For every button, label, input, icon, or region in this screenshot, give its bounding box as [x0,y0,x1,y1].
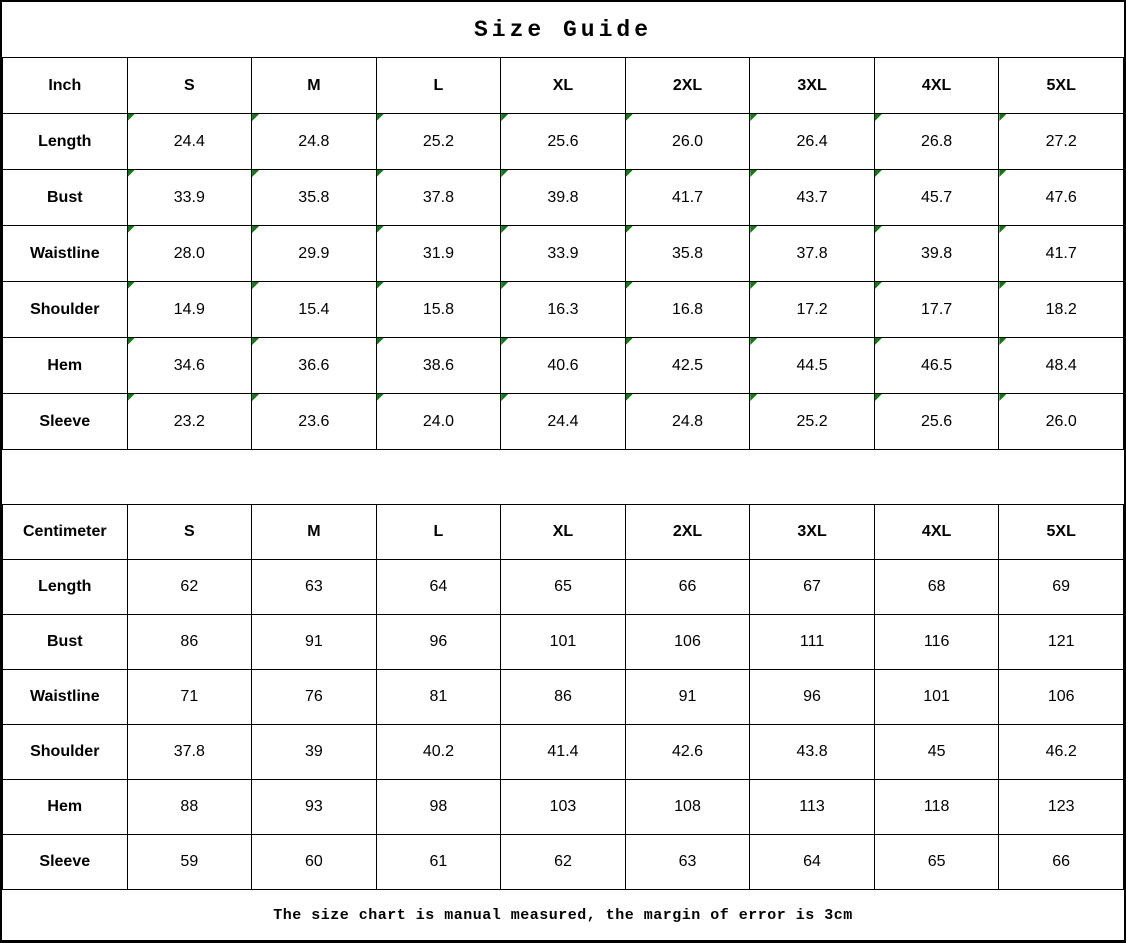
measurement-value-cell [999,282,1124,338]
measurement-value: 60 [304,853,323,870]
measurement-value-cell [874,560,999,615]
measurement-value: 62 [554,853,572,870]
measurement-value: 38.6 [422,356,454,374]
measurement-row [3,670,1124,725]
measurement-value: 24.4 [547,412,579,430]
measurement-value-cell [750,282,875,338]
measurement-value: 16.8 [671,300,704,318]
green-corner-flag-icon [501,282,508,289]
measurement-value-cell [750,725,875,780]
measurement-value: 106 [674,633,701,650]
measurement-value: 26.8 [921,132,953,150]
measurement-value-cell [999,725,1124,780]
measurement-value: 47.6 [1045,188,1077,206]
measurement-value-cell [750,835,875,890]
measurement-value-cell [252,114,377,170]
measurement-value-cell [501,226,626,282]
measurement-value-cell [252,170,377,226]
green-corner-flag-icon [626,226,633,233]
measurement-value-cell [501,780,626,835]
footer-note: The size chart is manual measured, the margin of error is 3cm [273,906,853,924]
measurement-value: 61 [429,853,448,870]
measurement-value: 15.8 [422,300,454,318]
green-corner-flag-icon [252,170,259,177]
size-header-row [3,505,1124,560]
measurement-value-cell [127,615,252,670]
inch-size-table [2,57,1124,450]
measurement-value-cell [999,226,1124,282]
measurement-value: 66 [1052,853,1071,870]
measurement-value: 28.0 [173,244,205,262]
green-corner-flag-icon [999,338,1006,345]
measurement-value: 41.7 [1045,244,1077,262]
size-header-row [3,58,1124,114]
measurement-value: 113 [799,798,825,815]
measurement-row [3,835,1124,890]
measurement-row [3,560,1124,615]
measurement-value-cell [501,338,626,394]
measurement-row [3,226,1124,282]
measurement-value-cell [750,780,875,835]
green-corner-flag-icon [128,282,135,289]
measurement-value-cell [376,560,501,615]
measurement-value-cell [750,170,875,226]
measurement-value: 59 [180,853,199,870]
measurement-value-cell [127,226,252,282]
green-corner-flag-icon [377,338,384,345]
measurement-value: 39.8 [921,244,953,262]
measurement-value-cell [252,226,377,282]
measurement-value: 101 [923,688,950,705]
measurement-value: 24.8 [671,412,704,430]
green-corner-flag-icon [501,114,508,121]
measurement-value: 76 [304,688,323,705]
measurement-value: 121 [1047,633,1075,650]
measurement-value-cell [127,725,252,780]
green-corner-flag-icon [626,170,633,177]
measurement-value: 41.7 [671,188,704,206]
size-header-cell: 2XL [625,505,750,560]
measurement-label: Shoulder [3,282,128,338]
measurement-value: 46.2 [1045,743,1077,760]
measurement-value-cell [252,394,377,450]
size-header-cell: 2XL [625,58,750,114]
size-header-cell: 4XL [874,505,999,560]
measurement-value-cell [999,780,1124,835]
measurement-value-cell [625,170,750,226]
measurement-value: 67 [803,578,821,595]
measurement-value-cell [252,725,377,780]
centimeter-size-table [2,504,1124,890]
measurement-value: 37.8 [173,743,205,760]
measurement-value: 39 [304,743,323,760]
measurement-row [3,170,1124,226]
green-corner-flag-icon [252,282,259,289]
measurement-value: 81 [429,688,448,705]
measurement-value: 25.2 [422,132,454,150]
measurement-label: Shoulder [3,725,128,780]
green-corner-flag-icon [128,226,135,233]
measurement-value-cell [501,725,626,780]
measurement-row [3,114,1124,170]
measurement-value: 27.2 [1045,132,1077,150]
measurement-value-cell [501,114,626,170]
measurement-value-cell [874,615,999,670]
measurement-value: 37.8 [422,188,454,206]
measurement-value: 66 [678,578,697,595]
measurement-value: 17.2 [796,300,828,318]
measurement-value-cell [625,282,750,338]
measurement-value: 43.7 [796,188,828,206]
measurement-value: 24.8 [298,132,330,150]
measurement-value: 86 [554,688,572,705]
measurement-value-cell [127,282,252,338]
measurement-value-cell [625,725,750,780]
measurement-value-cell [127,670,252,725]
measurement-value: 111 [799,633,825,650]
measurement-value-cell [376,114,501,170]
measurement-value: 68 [927,578,946,595]
measurement-value: 91 [304,633,323,650]
measurement-value-cell [874,725,999,780]
unit-header-cell: Inch [3,58,128,114]
measurement-value-cell [625,226,750,282]
measurement-value-cell [376,338,501,394]
measurement-value-cell [999,338,1124,394]
green-corner-flag-icon [626,282,633,289]
measurement-value-cell [501,835,626,890]
measurement-value: 91 [678,688,697,705]
measurement-value-cell [252,835,377,890]
measurement-value-cell [625,780,750,835]
measurement-value: 118 [923,798,950,815]
measurement-value: 25.6 [921,412,953,430]
page-title: Size Guide [473,16,653,43]
green-corner-flag-icon [377,282,384,289]
measurement-value-cell [999,114,1124,170]
green-corner-flag-icon [626,114,633,121]
measurement-label: Bust [3,170,128,226]
measurement-value-cell [127,560,252,615]
measurement-value-cell [999,670,1124,725]
green-corner-flag-icon [999,170,1006,177]
green-corner-flag-icon [626,338,633,345]
measurement-value-cell [999,170,1124,226]
measurement-value: 34.6 [173,356,205,374]
measurement-value: 65 [927,853,946,870]
measurement-value-cell [625,338,750,394]
measurement-value: 96 [429,633,448,650]
measurement-value: 36.6 [298,356,330,374]
measurement-value: 96 [803,688,821,705]
green-corner-flag-icon [377,114,384,121]
size-header-cell: L [376,58,501,114]
size-header-cell: 3XL [750,505,875,560]
measurement-value: 45.7 [921,188,953,206]
measurement-value: 65 [554,578,572,595]
measurement-value-cell [874,282,999,338]
green-corner-flag-icon [252,226,259,233]
measurement-value-cell [874,338,999,394]
measurement-value-cell [127,114,252,170]
green-corner-flag-icon [252,394,259,401]
measurement-value: 31.9 [422,244,454,262]
green-corner-flag-icon [128,114,135,121]
measurement-value-cell [874,114,999,170]
measurement-value-cell [625,560,750,615]
size-header-cell: XL [501,58,626,114]
measurement-value: 33.9 [547,244,579,262]
measurement-value: 14.9 [173,300,205,318]
measurement-label: Hem [3,780,128,835]
table-spacer [2,450,1124,504]
measurement-value: 48.4 [1045,356,1077,374]
measurement-value: 62 [180,578,199,595]
measurement-row [3,394,1124,450]
green-corner-flag-icon [128,170,135,177]
green-corner-flag-icon [252,338,259,345]
green-corner-flag-icon [501,338,508,345]
measurement-value: 40.6 [547,356,579,374]
measurement-value-cell [127,835,252,890]
measurement-value-cell [376,226,501,282]
measurement-value: 42.6 [671,743,704,760]
measurement-label: Length [3,560,128,615]
measurement-value-cell [750,670,875,725]
measurement-row [3,780,1124,835]
measurement-value: 24.4 [173,132,205,150]
measurement-value-cell [376,725,501,780]
green-corner-flag-icon [875,114,882,121]
size-header-cell: 3XL [750,58,875,114]
measurement-value-cell [625,394,750,450]
measurement-value-cell [750,114,875,170]
measurement-value: 33.9 [173,188,205,206]
green-corner-flag-icon [875,170,882,177]
measurement-value: 18.2 [1045,300,1077,318]
measurement-value-cell [376,394,501,450]
measurement-value: 45 [927,743,946,760]
size-header-cell: XL [501,505,626,560]
measurement-value-cell [750,394,875,450]
measurement-label: Sleeve [3,835,128,890]
green-corner-flag-icon [875,338,882,345]
green-corner-flag-icon [252,114,259,121]
measurement-value: 16.3 [547,300,579,318]
measurement-label: Waistline [3,670,128,725]
measurement-value: 63 [678,853,697,870]
measurement-value: 101 [549,633,577,650]
measurement-label: Hem [3,338,128,394]
measurement-row [3,338,1124,394]
measurement-value-cell [252,338,377,394]
measurement-value: 63 [304,578,323,595]
measurement-row [3,282,1124,338]
measurement-value-cell [625,615,750,670]
measurement-value-cell [874,170,999,226]
measurement-value: 42.5 [671,356,704,374]
measurement-value-cell [625,114,750,170]
measurement-value: 26.0 [671,132,704,150]
green-corner-flag-icon [999,114,1006,121]
green-corner-flag-icon [875,282,882,289]
unit-header-cell: Centimeter [3,505,128,560]
measurement-value-cell [501,394,626,450]
measurement-value-cell [999,835,1124,890]
measurement-value-cell [252,615,377,670]
measurement-value-cell [874,394,999,450]
measurement-value: 23.6 [298,412,330,430]
green-corner-flag-icon [750,170,757,177]
measurement-value: 44.5 [796,356,828,374]
measurement-value-cell [501,560,626,615]
measurement-value: 23.2 [173,412,205,430]
green-corner-flag-icon [999,226,1006,233]
measurement-value-cell [625,835,750,890]
measurement-value: 25.6 [547,132,579,150]
green-corner-flag-icon [501,226,508,233]
measurement-value: 106 [1047,688,1075,705]
measurement-value: 29.9 [298,244,330,262]
measurement-value: 35.8 [671,244,704,262]
measurement-value: 25.2 [796,412,828,430]
measurement-value: 86 [180,633,199,650]
measurement-value-cell [999,615,1124,670]
measurement-value: 43.8 [796,743,828,760]
measurement-value: 98 [429,798,448,815]
measurement-value: 37.8 [796,244,828,262]
measurement-value: 39.8 [547,188,579,206]
measurement-value: 15.4 [298,300,330,318]
measurement-value: 103 [549,798,577,815]
measurement-value-cell [127,780,252,835]
measurement-value: 71 [180,688,199,705]
measurement-value-cell [874,670,999,725]
measurement-value-cell [252,560,377,615]
measurement-value-cell [501,670,626,725]
measurement-value-cell [750,615,875,670]
measurement-value-cell [252,670,377,725]
measurement-value: 69 [1052,578,1071,595]
measurement-label: Sleeve [3,394,128,450]
measurement-label: Length [3,114,128,170]
size-header-cell: 5XL [999,58,1124,114]
size-header-cell: 5XL [999,505,1124,560]
size-header-cell: S [127,58,252,114]
measurement-value: 64 [429,578,448,595]
green-corner-flag-icon [875,394,882,401]
measurement-value-cell [127,394,252,450]
size-header-cell: M [252,58,377,114]
green-corner-flag-icon [875,226,882,233]
measurement-value-cell [376,170,501,226]
green-corner-flag-icon [750,114,757,121]
measurement-row [3,615,1124,670]
measurement-label: Waistline [3,226,128,282]
measurement-value-cell [376,615,501,670]
green-corner-flag-icon [999,282,1006,289]
measurement-value-cell [127,170,252,226]
measurement-value-cell [999,394,1124,450]
measurement-value: 88 [180,798,199,815]
green-corner-flag-icon [501,170,508,177]
measurement-value: 40.2 [422,743,454,760]
measurement-value-cell [252,282,377,338]
size-header-cell: L [376,505,501,560]
measurement-value-cell [376,835,501,890]
green-corner-flag-icon [377,394,384,401]
measurement-value: 64 [803,853,821,870]
green-corner-flag-icon [377,170,384,177]
green-corner-flag-icon [626,394,633,401]
measurement-label: Bust [3,615,128,670]
green-corner-flag-icon [750,338,757,345]
green-corner-flag-icon [750,226,757,233]
measurement-value: 26.4 [796,132,828,150]
green-corner-flag-icon [750,282,757,289]
green-corner-flag-icon [128,338,135,345]
measurement-value: 46.5 [921,356,953,374]
size-header-cell: M [252,505,377,560]
measurement-value: 116 [923,633,950,650]
green-corner-flag-icon [128,394,135,401]
measurement-value-cell [874,835,999,890]
measurement-value-cell [376,282,501,338]
measurement-row [3,725,1124,780]
measurement-value: 123 [1047,798,1075,815]
size-header-cell: 4XL [874,58,999,114]
measurement-value: 41.4 [547,743,579,760]
measurement-value: 24.0 [422,412,454,430]
green-corner-flag-icon [750,394,757,401]
measurement-value-cell [874,780,999,835]
measurement-value-cell [750,560,875,615]
measurement-value-cell [874,226,999,282]
measurement-value: 17.7 [921,300,953,318]
measurement-value-cell [999,560,1124,615]
green-corner-flag-icon [501,394,508,401]
measurement-value-cell [625,670,750,725]
measurement-value-cell [376,780,501,835]
measurement-value-cell [252,780,377,835]
measurement-value-cell [376,670,501,725]
size-header-cell: S [127,505,252,560]
measurement-value: 93 [304,798,323,815]
measurement-value-cell [750,338,875,394]
green-corner-flag-icon [377,226,384,233]
measurement-value-cell [750,226,875,282]
measurement-value: 26.0 [1045,412,1077,430]
measurement-value-cell [127,338,252,394]
measurement-value-cell [501,282,626,338]
measurement-value-cell [501,170,626,226]
measurement-value: 108 [674,798,701,815]
green-corner-flag-icon [999,394,1006,401]
measurement-value: 35.8 [298,188,330,206]
measurement-value-cell [501,615,626,670]
